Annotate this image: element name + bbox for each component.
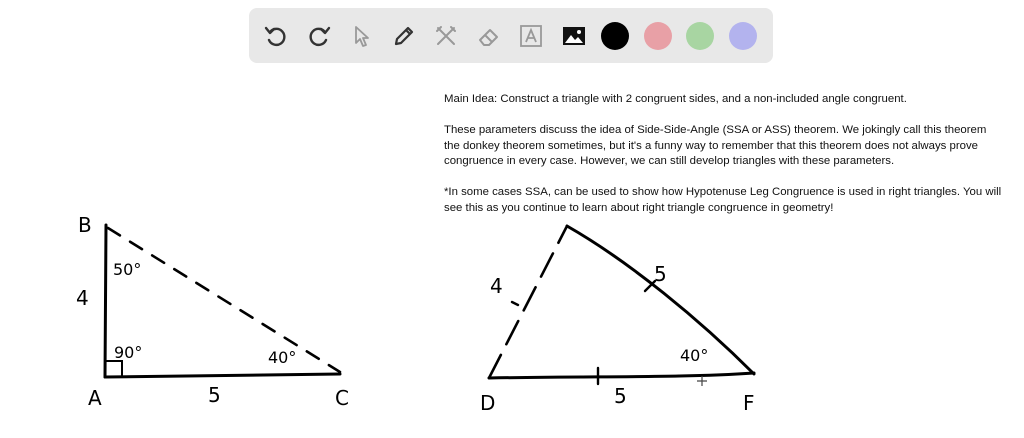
side-top-f-label: 5: [654, 262, 667, 286]
side-top-f: [567, 226, 754, 374]
footnote-text: *In some cases SSA, can be used to show how Hypotenuse Leg Congruence is used in right triangles. You will see this as you continue to learn about right triangle congruence in geometry!: [444, 186, 1002, 214]
vertex-c-label: C: [335, 386, 349, 410]
vertex-d-label: D: [480, 391, 496, 415]
main-idea-text: Main Idea: Construct a triangle with 2 congruent sides, and a non-included angle congruent.: [444, 93, 907, 105]
side-d-top-dashed: [489, 226, 567, 378]
side-df-label: 5: [614, 384, 627, 408]
tick-d-top: [512, 302, 518, 305]
right-angle-mark: [106, 361, 122, 377]
side-bc-dashed: [108, 228, 340, 372]
angle-b-label: 50°: [113, 260, 142, 279]
side-ab: [105, 225, 106, 377]
vertex-f-label: F: [743, 391, 755, 415]
side-df: [489, 373, 754, 378]
side-d-top-label: 4: [490, 274, 503, 298]
triangle-def: [489, 226, 754, 384]
vertex-b-label: B: [78, 213, 92, 237]
vertex-a-label: A: [88, 386, 102, 410]
ssa-paragraph: These parameters discuss the idea of Side-Side-Angle (SSA or ASS) theorem. We jokingly call this theorem the donkey theorem sometimes, but it's a funny way to remember that this theorem does not always prove congruence in every case. However, we can still develop triangles with these parameters.: [444, 124, 987, 167]
side-ac: [105, 374, 340, 377]
cursor-crosshair-icon: [697, 376, 707, 386]
angle-c-label: 40°: [268, 348, 297, 367]
angle-f-label: 40°: [680, 346, 709, 365]
angle-a-label: 90°: [114, 343, 143, 362]
side-ac-label: 5: [208, 383, 221, 407]
side-ab-label: 4: [76, 286, 89, 310]
